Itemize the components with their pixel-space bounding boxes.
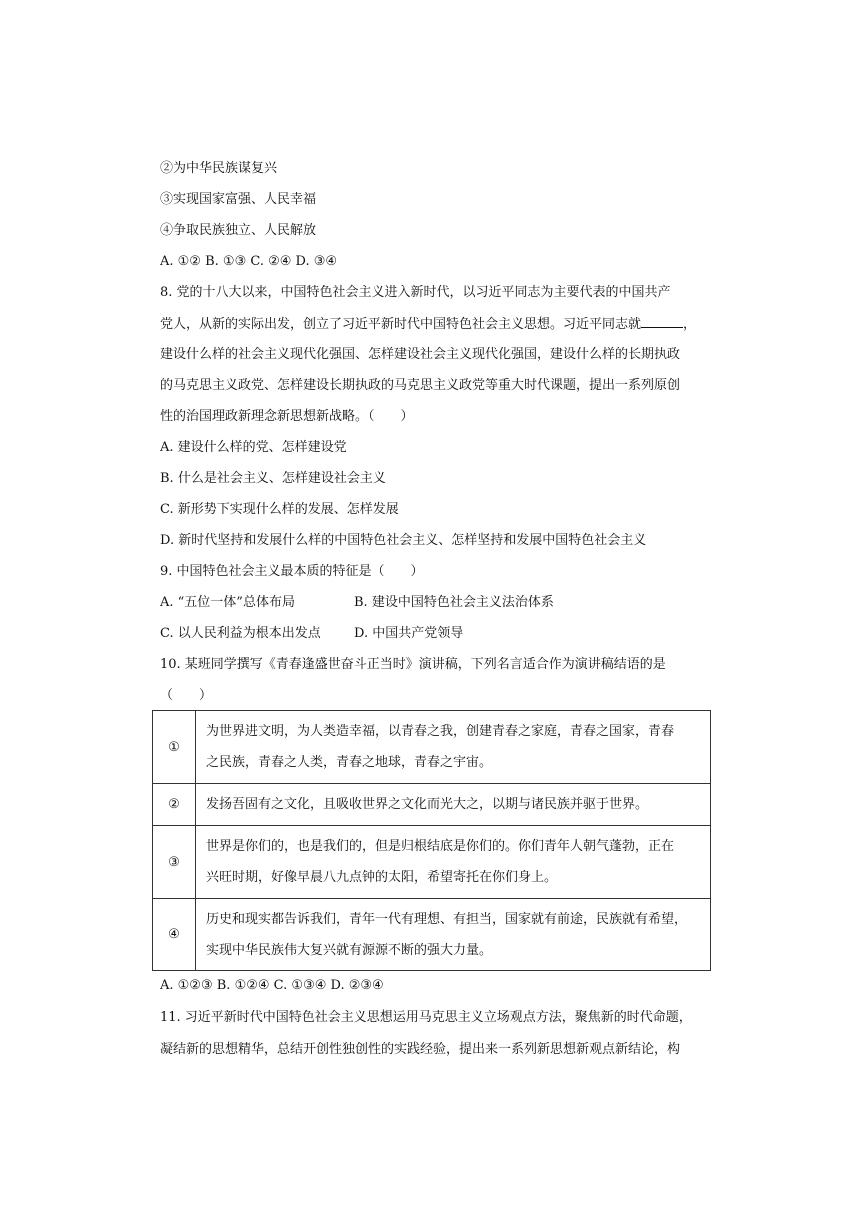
q8-option-b: B. 什么是社会主义、怎样建设社会主义 (160, 471, 386, 486)
quote-line: 历史和现实都告诉我们，青年一代有理想、有担当，国家就有前途，民族就有希望， (206, 911, 688, 927)
table-row (153, 826, 711, 899)
q9-options-row-1 (160, 593, 554, 613)
row-number: ③ (153, 826, 196, 899)
q9-option-c: C. 以人民利益为根本出发点 (160, 626, 321, 641)
quote-line: 世界是你们的，也是我们的，但是归根结底是你们的。你们青年人朝气蓬勃，正在 (206, 839, 675, 854)
fill-in-blank (641, 314, 683, 328)
quote-line: 实现中华民族伟大复兴就有源源不断的强大力量。 (206, 942, 493, 958)
q9-option-d: D. 中国共产党领导 (354, 626, 464, 641)
q8-stem-line-3: 建设什么样的社会主义现代化强国、怎样建设社会主义现代化强国，建设什么样的长期执政 (160, 347, 681, 362)
q11-stem-line-1: 11. 习近平新时代中国特色社会主义思想运用马克思主义立场观点方法，聚焦新的时代命题， (160, 1010, 692, 1025)
q9-stem: 9. 中国特色社会主义最本质的特征是（ ） (160, 564, 424, 579)
q8-stem-line-1: 8. 党的十八大以来，中国特色社会主义进入新时代，以习近平同志为主要代表的中国共产 (160, 285, 671, 300)
quote-cell (196, 784, 711, 826)
q9-option-a: A. “五位一体”总体布局 (160, 595, 295, 610)
quote-line: 发扬吾固有之文化，且吸收世界之文化而光大之，以期与诸民族并驱于世界。 (206, 797, 649, 812)
quote-cell (196, 899, 711, 971)
table-row (153, 784, 711, 826)
q8-stem-line-2-text: 党人，从新的实际出发，创立了习近平新时代中国特色社会主义思想。习近平同志就 (160, 317, 642, 332)
quote-line: 为世界进文明，为人类造幸福，以青春之我，创建青春之家庭，青春之国家，青春 (206, 724, 675, 739)
q8-option-c: C. 新形势下实现什么样的发展、怎样发展 (160, 502, 399, 517)
row-number: ② (153, 784, 196, 826)
q8-stem-line-2-end: ， (683, 317, 697, 332)
q9-option-b: B. 建设中国特色社会主义法治体系 (354, 595, 554, 610)
q8-stem-line-5: 性的治国理政新理念新思想新战略。（ ） (160, 409, 414, 424)
row-number: ① (153, 711, 196, 784)
q7-option-4: ④争取民族独立、人民解放 (160, 223, 317, 238)
row-number: ④ (153, 899, 196, 971)
q8-stem-line-2 (160, 314, 696, 335)
q10-answers: A. ①②③ B. ①②④ C. ①③④ D. ②③④ (160, 978, 384, 993)
quote-cell (196, 711, 711, 784)
q7-option-2: ②为中华民族谋复兴 (160, 161, 278, 176)
q11-stem-line-2: 凝结新的思想精华，总结开创性独创性的实践经验，提出来一系列新思想新观点新结论，构 (160, 1042, 681, 1057)
q10-quotes-table (152, 710, 711, 971)
q8-option-a: A. 建设什么样的党、怎样建设党 (160, 440, 347, 455)
q8-option-d: D. 新时代坚持和发展什么样的中国特色社会主义、怎样坚持和发展中国特色社会主义 (160, 533, 647, 548)
table-row (153, 711, 711, 784)
q7-option-3: ③实现国家富强、人民幸福 (160, 192, 317, 207)
quote-cell (196, 826, 711, 899)
q8-stem-line-4: 的马克思主义政党、怎样建设长期执政的马克思主义政党等重大时代课题，提出一系列原创 (160, 378, 681, 393)
quote-line: 兴旺时期，好像早晨八九点钟的太阳，希望寄托在你们身上。 (206, 870, 558, 885)
q7-answers: A. ①② B. ①③ C. ②④ D. ③④ (160, 254, 338, 269)
q9-options-row-2 (160, 624, 463, 644)
table-row (153, 899, 711, 971)
q10-stem: 10. 某班同学撰写《青春逢盛世奋斗正当时》演讲稿，下列名言适合作为演讲稿结语的是 (160, 657, 666, 672)
q10-paren: （ ） (160, 688, 213, 703)
quote-line: 之民族，青春之人类，青春之地球，青春之宇宙。 (206, 755, 493, 770)
